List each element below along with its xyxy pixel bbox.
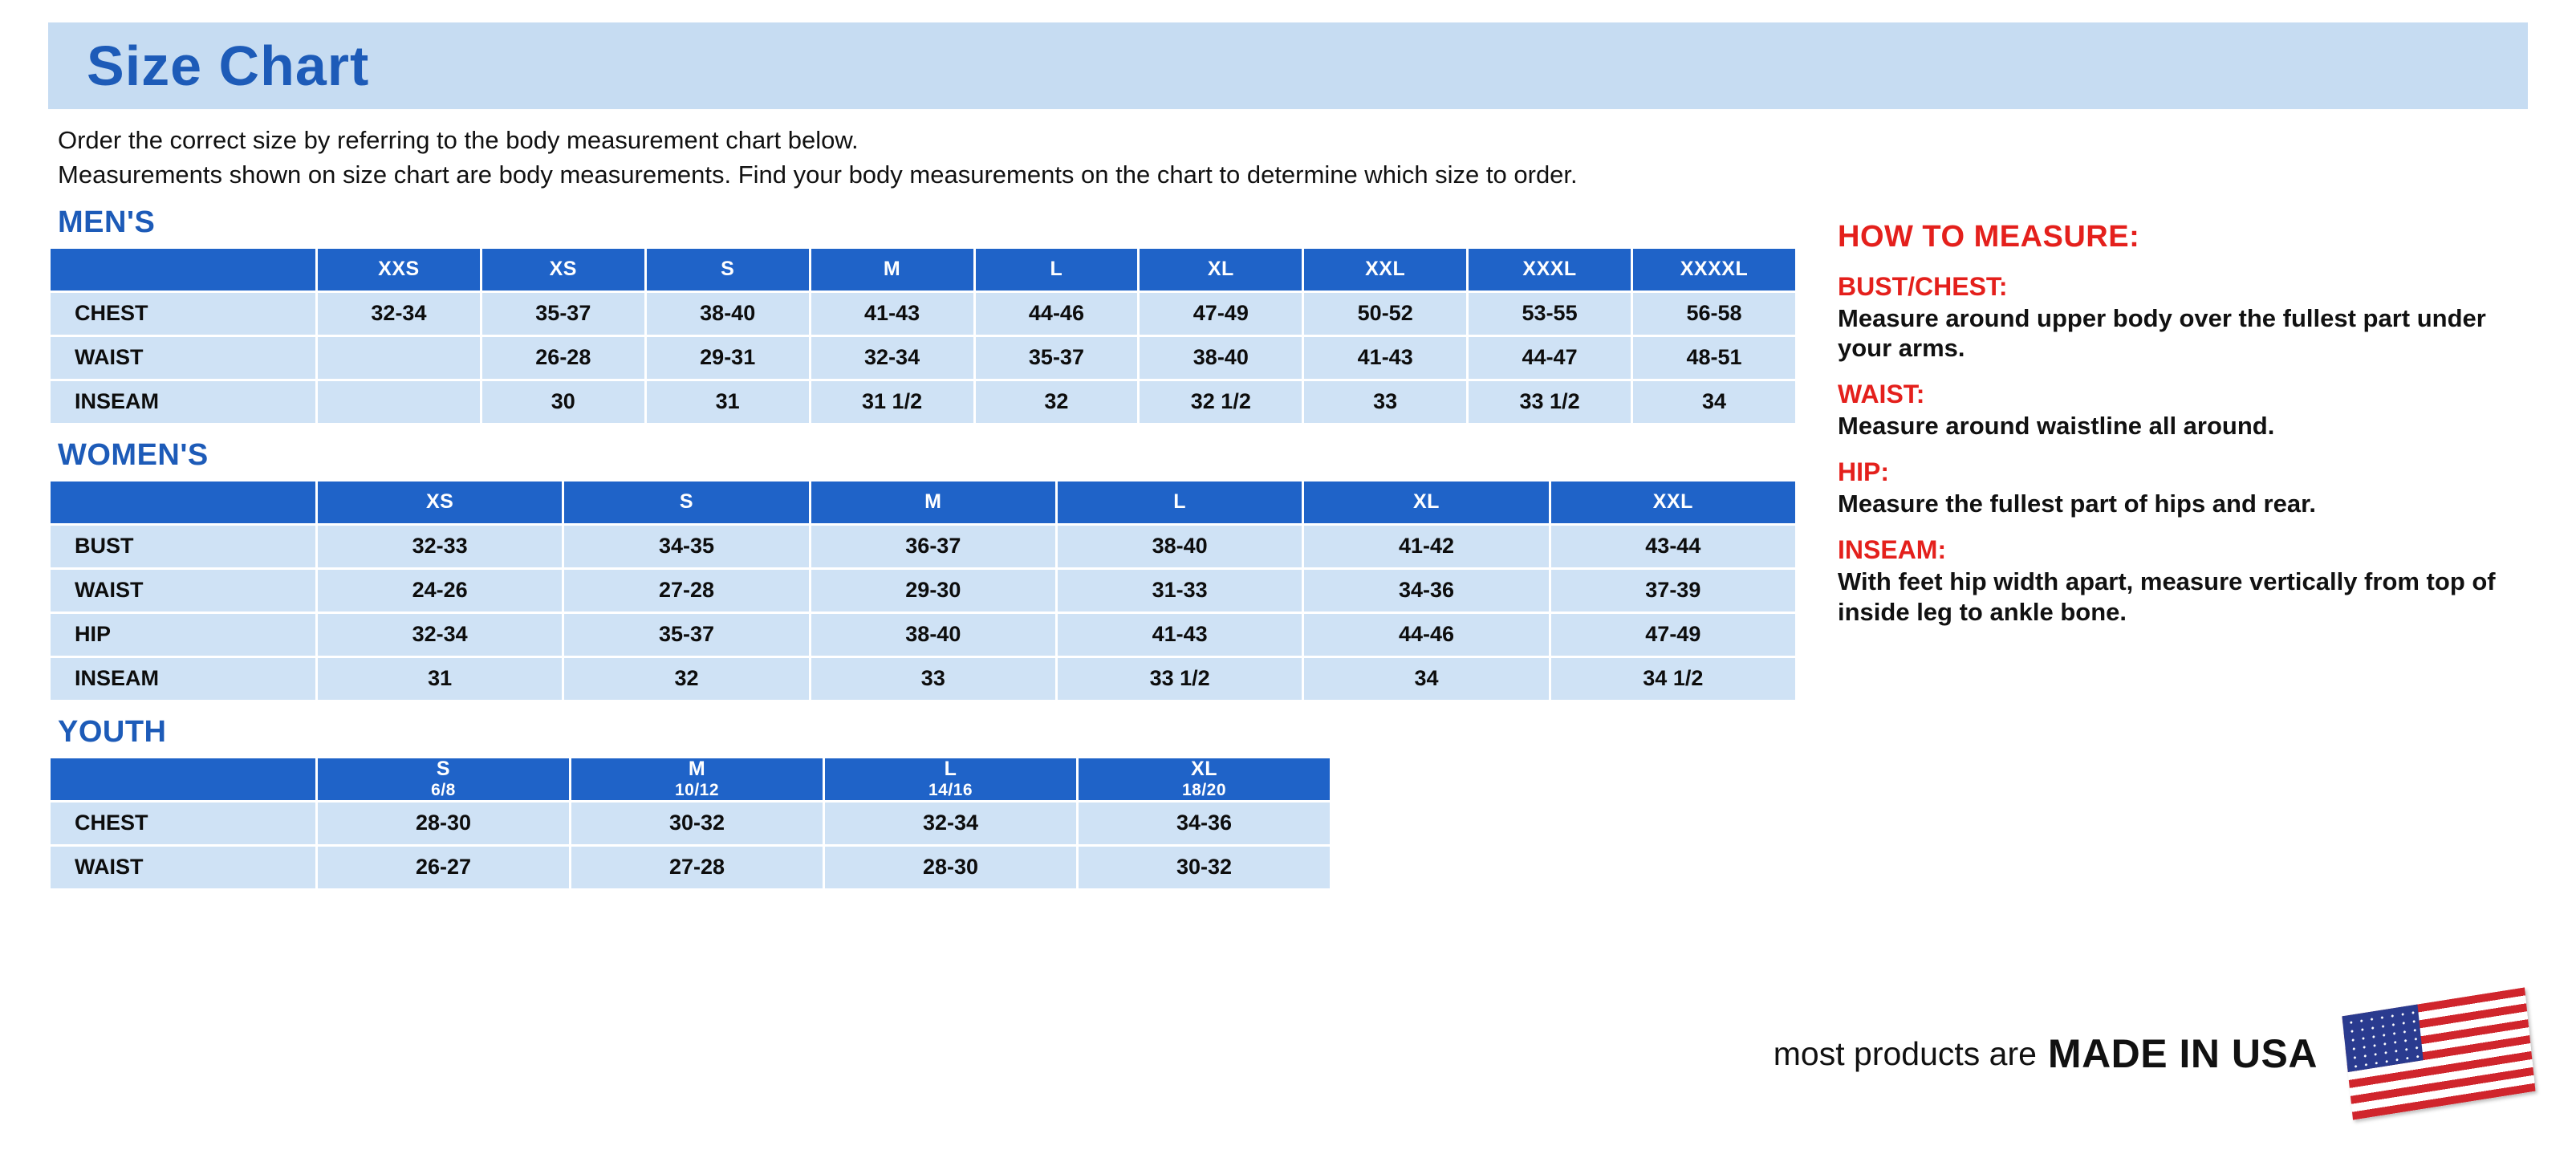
cell-mens-0-5: 47-49 <box>1140 293 1302 335</box>
how-to-measure-column <box>1806 193 2528 628</box>
col-header-youth-2-sub: 10/12 <box>674 780 720 799</box>
table-row <box>51 803 1330 844</box>
table-row <box>51 337 1795 379</box>
cell-mens-0-4: 44-46 <box>976 293 1138 335</box>
cell-youth-0-0: 28-30 <box>318 803 569 844</box>
cell-womens-3-4: 34 <box>1304 658 1548 700</box>
womens-size-table <box>48 479 1798 702</box>
table-row <box>51 847 1330 888</box>
made-in-usa-block <box>1774 1002 2531 1106</box>
cell-womens-0-4: 41-42 <box>1304 526 1548 567</box>
col-header-womens-2: S <box>564 482 808 523</box>
cell-youth-0-3: 34-36 <box>1079 803 1330 844</box>
row-label-mens-1: WAIST <box>51 337 315 379</box>
usa-flag-stars <box>2346 1008 2420 1068</box>
mens-size-table <box>48 246 1798 425</box>
col-header-womens-0 <box>51 482 315 523</box>
cell-womens-1-4: 34-36 <box>1304 570 1548 612</box>
col-header-mens-6: XL <box>1140 249 1302 291</box>
col-header-mens-2: XS <box>482 249 644 291</box>
col-header-mens-9: XXXXL <box>1633 249 1795 291</box>
cell-mens-2-2: 31 <box>647 381 809 423</box>
cell-womens-2-4: 44-46 <box>1304 614 1548 656</box>
size-chart-page <box>0 22 2576 1154</box>
row-label-womens-3: INSEAM <box>51 658 315 700</box>
table-row <box>51 526 1795 567</box>
table-row <box>51 293 1795 335</box>
measure-term-inseam: INSEAM: <box>1838 534 1947 564</box>
measure-desc-waist: Measure around waistline all around. <box>1838 412 2275 441</box>
cell-mens-1-8: 48-51 <box>1633 337 1795 379</box>
col-header-youth-1 <box>318 758 569 800</box>
cell-youth-1-0: 26-27 <box>318 847 569 888</box>
col-header-youth-4-main: XL <box>1191 758 1217 781</box>
intro-line-1: Order the correct size by referring to the body measurement chart below. <box>58 126 859 154</box>
col-header-mens-7: XXL <box>1304 249 1466 291</box>
col-header-womens-5: XL <box>1304 482 1548 523</box>
col-header-youth-3-main: L <box>944 758 957 781</box>
table-header-row <box>51 249 1795 291</box>
col-header-youth-2-main: M <box>688 758 706 781</box>
cell-mens-1-6: 41-43 <box>1304 337 1466 379</box>
table-row <box>51 381 1795 423</box>
cell-womens-2-3: 41-43 <box>1058 614 1302 656</box>
cell-mens-2-3: 31 1/2 <box>811 381 973 423</box>
cell-womens-2-5: 47-49 <box>1551 614 1795 656</box>
cell-mens-0-8: 56-58 <box>1633 293 1795 335</box>
cell-mens-0-7: 53-55 <box>1469 293 1631 335</box>
measure-term-waist: WAIST: <box>1838 380 1925 409</box>
cell-mens-0-1: 35-37 <box>482 293 644 335</box>
col-header-youth-1-sub: 6/8 <box>431 780 456 799</box>
col-header-mens-1: XXS <box>318 249 480 291</box>
cell-mens-0-6: 50-52 <box>1304 293 1466 335</box>
table-header-row <box>51 758 1330 800</box>
page-banner <box>48 22 2528 109</box>
intro-line-2: Measurements shown on size chart are body measurements. Find your body measurements on the chart to determine which size to order. <box>58 160 1578 189</box>
cell-womens-3-0: 31 <box>318 658 562 700</box>
col-header-womens-3: M <box>811 482 1055 523</box>
measure-desc-hip: Measure the fullest part of hips and rear. <box>1838 489 2317 518</box>
cell-womens-3-5: 34 1/2 <box>1551 658 1795 700</box>
col-header-youth-3-sub: 14/16 <box>928 780 973 799</box>
table-row <box>51 658 1795 700</box>
cell-womens-2-1: 35-37 <box>564 614 808 656</box>
usa-flag-icon <box>2342 987 2535 1119</box>
section-title-womens: WOMEN'S <box>58 437 209 472</box>
row-label-womens-0: BUST <box>51 526 315 567</box>
cell-mens-2-6: 33 <box>1304 381 1466 423</box>
how-to-measure-title: HOW TO MEASURE: <box>1838 219 2140 254</box>
col-header-mens-5: L <box>976 249 1138 291</box>
row-label-mens-2: INSEAM <box>51 381 315 423</box>
col-header-mens-0 <box>51 249 315 291</box>
section-title-mens: MEN'S <box>58 205 156 239</box>
col-header-mens-4: M <box>811 249 973 291</box>
cell-mens-2-4: 32 <box>976 381 1138 423</box>
cell-womens-0-2: 36-37 <box>811 526 1055 567</box>
row-label-womens-1: WAIST <box>51 570 315 612</box>
cell-womens-2-2: 38-40 <box>811 614 1055 656</box>
cell-mens-1-2: 29-31 <box>647 337 809 379</box>
measure-desc-inseam: With feet hip width apart, measure vertically from top of inside leg to ankle bone. <box>1838 567 2496 626</box>
cell-womens-3-1: 32 <box>564 658 808 700</box>
cell-mens-1-5: 38-40 <box>1140 337 1302 379</box>
col-header-womens-6: XXL <box>1551 482 1795 523</box>
section-title-youth: YOUTH <box>58 714 167 749</box>
cell-mens-0-3: 41-43 <box>811 293 973 335</box>
cell-womens-0-5: 43-44 <box>1551 526 1795 567</box>
measure-term-hip: HIP: <box>1838 457 1889 486</box>
cell-womens-2-0: 32-34 <box>318 614 562 656</box>
col-header-youth-4-sub: 18/20 <box>1181 780 1227 799</box>
cell-youth-0-1: 30-32 <box>571 803 823 844</box>
cell-mens-1-1: 26-28 <box>482 337 644 379</box>
col-header-youth-3 <box>825 758 1076 800</box>
cell-youth-0-2: 32-34 <box>825 803 1076 844</box>
cell-mens-2-0 <box>318 381 480 423</box>
table-header-row <box>51 482 1795 523</box>
measure-term-bust-chest: BUST/CHEST: <box>1838 271 2008 301</box>
col-header-mens-8: XXXL <box>1469 249 1631 291</box>
cell-youth-1-1: 27-28 <box>571 847 823 888</box>
measure-desc-bust-chest: Measure around upper body over the fullest part under your arms. <box>1838 303 2486 363</box>
col-header-youth-0 <box>51 758 315 800</box>
table-row <box>51 614 1795 656</box>
col-header-youth-2 <box>571 758 823 800</box>
cell-mens-2-7: 33 1/2 <box>1469 381 1631 423</box>
table-row <box>51 570 1795 612</box>
cell-womens-0-3: 38-40 <box>1058 526 1302 567</box>
cell-womens-1-2: 29-30 <box>811 570 1055 612</box>
cell-womens-0-1: 34-35 <box>564 526 808 567</box>
cell-mens-2-1: 30 <box>482 381 644 423</box>
cell-mens-0-2: 38-40 <box>647 293 809 335</box>
cell-womens-3-3: 33 1/2 <box>1058 658 1302 700</box>
cell-mens-1-3: 32-34 <box>811 337 973 379</box>
cell-youth-1-3: 30-32 <box>1079 847 1330 888</box>
cell-womens-1-0: 24-26 <box>318 570 562 612</box>
row-label-youth-0: CHEST <box>51 803 315 844</box>
cell-womens-1-1: 27-28 <box>564 570 808 612</box>
col-header-youth-1-main: S <box>436 758 451 781</box>
row-label-mens-0: CHEST <box>51 293 315 335</box>
page-title: Size Chart <box>87 35 370 97</box>
cell-womens-1-3: 31-33 <box>1058 570 1302 612</box>
cell-mens-2-8: 34 <box>1633 381 1795 423</box>
cell-mens-1-7: 44-47 <box>1469 337 1631 379</box>
cell-womens-0-0: 32-33 <box>318 526 562 567</box>
cell-womens-3-2: 33 <box>811 658 1055 700</box>
cell-womens-1-5: 37-39 <box>1551 570 1795 612</box>
made-in-usa-label: MADE IN USA <box>2047 1031 2318 1076</box>
charts-column <box>48 193 1806 891</box>
usa-flag-canton <box>2342 1004 2423 1071</box>
col-header-mens-3: S <box>647 249 809 291</box>
col-header-womens-1: XS <box>318 482 562 523</box>
cell-youth-1-2: 28-30 <box>825 847 1076 888</box>
col-header-womens-4: L <box>1058 482 1302 523</box>
cell-mens-1-0 <box>318 337 480 379</box>
col-header-youth-4 <box>1079 758 1330 800</box>
intro-text <box>58 124 2528 193</box>
cell-mens-0-0: 32-34 <box>318 293 480 335</box>
cell-mens-1-4: 35-37 <box>976 337 1138 379</box>
youth-size-table <box>48 756 1332 891</box>
row-label-youth-1: WAIST <box>51 847 315 888</box>
made-in-usa-prefix: most products are <box>1773 1034 2037 1072</box>
row-label-womens-2: HIP <box>51 614 315 656</box>
cell-mens-2-5: 32 1/2 <box>1140 381 1302 423</box>
content-area <box>48 193 2528 891</box>
